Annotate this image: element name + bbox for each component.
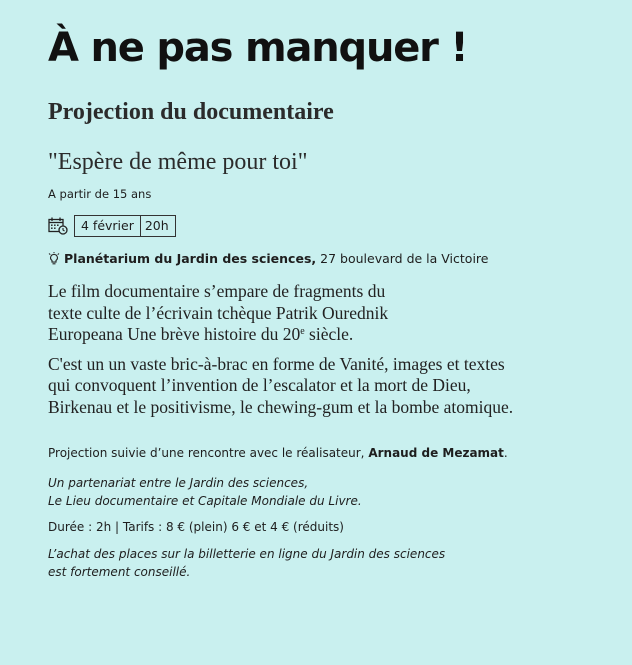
age-restriction: A partir de 15 ans xyxy=(48,187,152,201)
location-row xyxy=(48,250,632,268)
description-line: qui convoquent l’invention de l’escalator et la mort de Dieu, xyxy=(48,375,471,395)
description-line: Le film documentaire s’empare de fragments du xyxy=(48,281,386,301)
calendar-icon xyxy=(48,217,68,235)
date-row xyxy=(48,214,632,237)
price-info: Durée : 2h | Tarifs : 8 € (plein) 6 € et 4 € (réduits) xyxy=(48,520,344,534)
film-title: "Espère de même pour toi" xyxy=(48,149,308,175)
ticketing-line: L’achat des places sur la billetterie en ligne du Jardin des sciences xyxy=(48,547,446,561)
partnership-info xyxy=(48,474,632,510)
location-name: Planétarium du Jardin des sciences, xyxy=(64,251,317,266)
description-paragraph-1 xyxy=(48,281,632,346)
page-title: À ne pas manquer ! xyxy=(48,25,468,71)
lightbulb-icon xyxy=(48,252,60,266)
ticketing-info xyxy=(48,545,632,581)
century-superscript: e xyxy=(300,326,305,337)
date-time-box xyxy=(74,215,176,237)
description-paragraph-2 xyxy=(48,354,632,419)
partnership-line: Un partenariat entre le Jardin des sciences, xyxy=(48,476,309,490)
meeting-text: Projection suivie d’une rencontre avec le réalisateur, xyxy=(48,446,365,460)
description-line: siècle. xyxy=(304,324,354,344)
event-type: Projection du documentaire xyxy=(48,99,334,125)
description-line: Europeana Une brève histoire du 20 xyxy=(48,324,301,344)
description-line: Birkenau et le positivisme, le chewing-gum et la bombe atomique. xyxy=(48,396,514,417)
meeting-info xyxy=(48,444,632,462)
description-line: texte culte de l’écrivain tchèque Patrik Ourednik xyxy=(48,302,389,323)
director-name: Arnaud de Mezamat xyxy=(368,446,504,460)
location-address: 27 boulevard de la Victoire xyxy=(320,251,489,266)
event-time: 20h xyxy=(140,216,175,236)
partnership-line: Le Lieu documentaire et Capitale Mondiale du Livre. xyxy=(48,494,362,508)
event-date: 4 février xyxy=(81,217,134,233)
description-line: C'est un un vaste bric-à-brac en forme de Vanité, images et textes xyxy=(48,353,505,374)
meeting-end: . xyxy=(503,446,508,460)
ticketing-line: est fortement conseillé. xyxy=(48,565,191,579)
